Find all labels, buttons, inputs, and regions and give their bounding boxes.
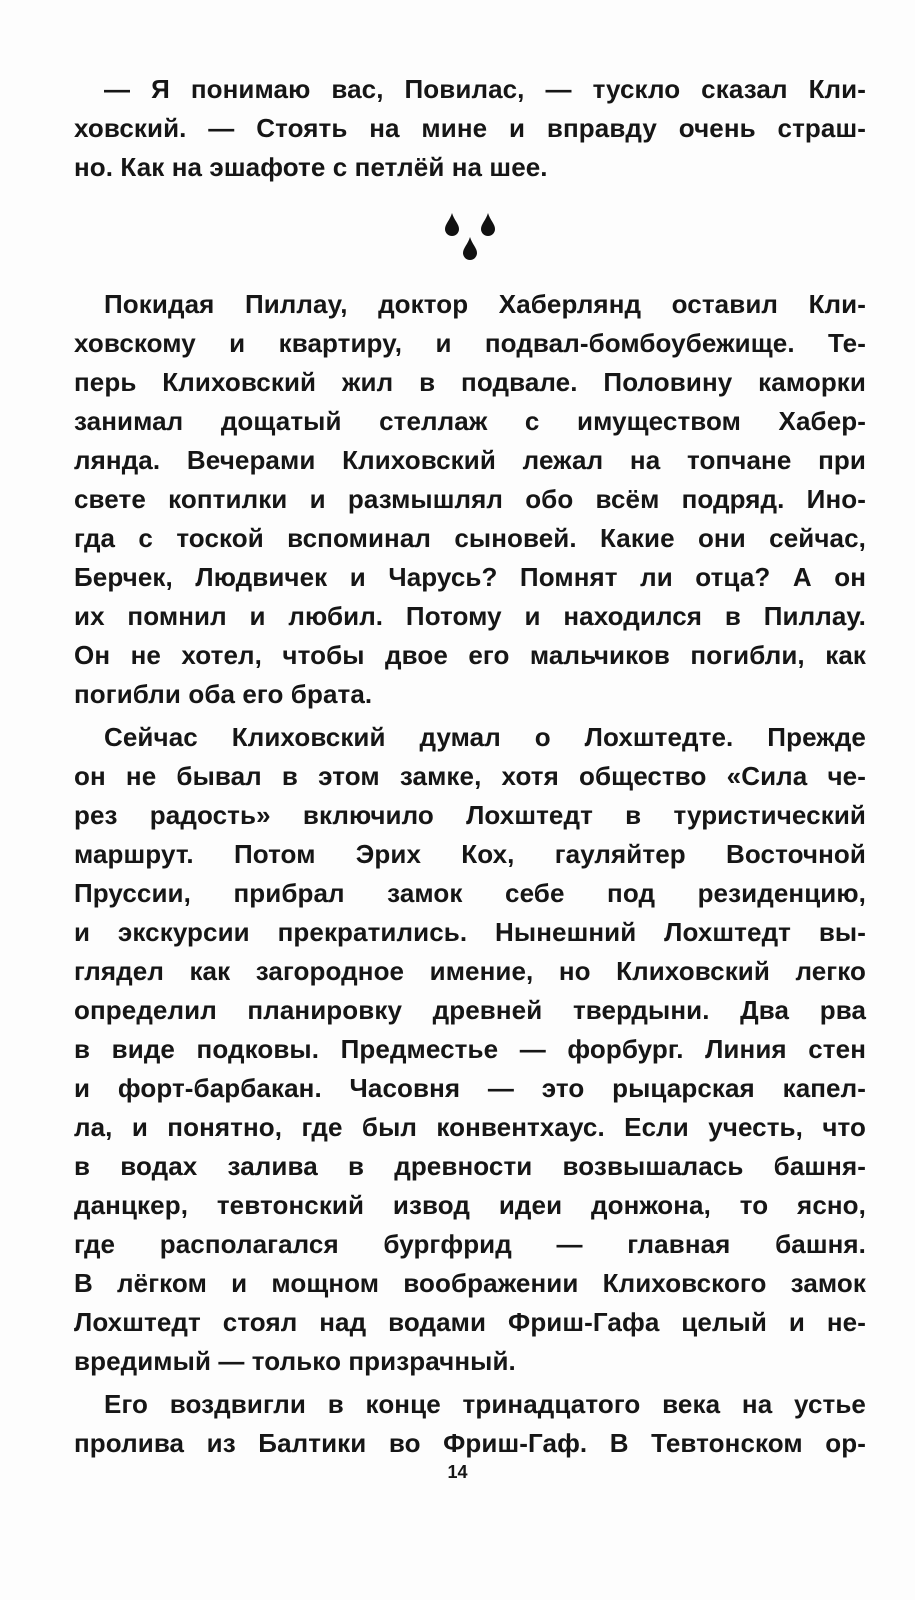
text-line: данцкер, тевтонский извод идеи донжона, то ясно,	[74, 1190, 866, 1220]
text-line: и форт-барбакан. Часовня — это рыцарская капел-	[74, 1073, 866, 1103]
text-line: маршрут. Потом Эрих Кох, гауляйтер Восточной	[74, 839, 866, 869]
drop-mark	[481, 213, 495, 236]
paragraph	[74, 718, 866, 1381]
text-line: перь Клиховский жил в подвале. Половину каморки	[74, 367, 866, 397]
text-line: определил планировку древней твердыни. Два рва	[74, 995, 866, 1025]
text-line: гда с тоской вспоминал сыновей. Какие они сейчас,	[74, 523, 866, 553]
paragraph	[74, 1385, 866, 1463]
text-line: погибли оба его брата.	[74, 679, 373, 709]
text-line: Пруссии, прибрал замок себе под резиденцию,	[74, 878, 866, 908]
paragraph	[74, 285, 866, 714]
text-line: ховский. — Стоять на мине и вправду очень страш-	[74, 113, 866, 143]
section-break-drops-icon	[430, 205, 510, 265]
text-line: ла, и понятно, где был конвентхаус. Если учесть, что	[74, 1112, 866, 1142]
text-line: вредимый — только призрачный.	[74, 1346, 516, 1376]
page-number: 14	[447, 1462, 468, 1482]
text-line: Он не хотел, чтобы двое его мальчиков погибли, как	[74, 640, 866, 670]
text-line: Его воздвигли в конце тринадцатого века на устье	[104, 1389, 866, 1419]
drop-mark	[445, 213, 459, 236]
text-line: пролива из Балтики во Фриш-Гаф. В Тевтонском ор-	[74, 1428, 866, 1458]
book-page-text	[74, 70, 866, 1467]
text-line: рез радость» включило Лохштедт в туристический	[74, 800, 866, 830]
text-line: где располагался бургфрид — главная башня.	[74, 1229, 866, 1259]
text-line: занимал дощатый стеллаж с имуществом Хабер-	[74, 406, 866, 436]
text-line: в водах залива в древности возвышалась башня-	[74, 1151, 866, 1181]
text-line: свете коптилки и размышлял обо всём подряд. Ино-	[74, 484, 866, 514]
text-line: в виде подковы. Предместье — форбург. Линия стен	[74, 1034, 866, 1064]
text-line: Берчек, Людвичек и Чарусь? Помнят ли отца? А он	[74, 562, 866, 592]
text-line: он не бывал в этом замке, хотя общество «Сила че-	[74, 761, 866, 791]
text-line: и экскурсии прекратились. Нынешний Лохштедт вы-	[74, 917, 866, 947]
text-line: — Я понимаю вас, Повилас, — тускло сказал Кли-	[104, 74, 866, 104]
text-line: Лохштедт стоял над водами Фриш-Гафа целый и не-	[74, 1307, 866, 1337]
paragraph	[74, 70, 866, 187]
text-line: В лёгком и мощном воображении Клиховского замок	[74, 1268, 866, 1298]
text-line: лянда. Вечерами Клиховский лежал на топчане при	[74, 445, 866, 475]
text-line: их помнил и любил. Потому и находился в Пиллау.	[74, 601, 866, 631]
text-line: глядел как загородное имение, но Клиховский легко	[74, 956, 866, 986]
text-line: Покидая Пиллау, доктор Хаберлянд оставил Кли-	[104, 289, 866, 319]
drop-mark	[463, 237, 477, 260]
text-line: Сейчас Клиховский думал о Лохштедте. Прежде	[104, 722, 866, 752]
text-line: ховскому и квартиру, и подвал-бомбоубежище. Те-	[74, 328, 866, 358]
text-line: но. Как на эшафоте с петлёй на шее.	[74, 152, 548, 182]
